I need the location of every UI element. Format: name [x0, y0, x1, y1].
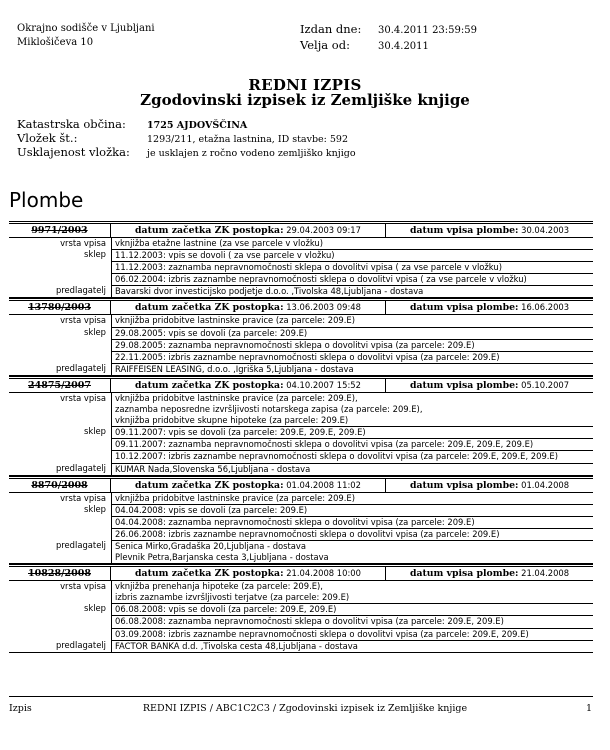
plomba-number: 8870/2008 — [31, 479, 88, 491]
row-label-predlagatelj: predlagatelj — [55, 462, 106, 473]
row-value-line: izbris zaznambe izvršljivosti terjatve (za parcele: 209.E) — [115, 592, 350, 603]
row-label-vrsta: vrsta vpisa — [60, 315, 106, 326]
footer-left: Izpis — [9, 703, 32, 714]
meta-key-usklajenost: Usklajenost vložka: — [17, 145, 130, 159]
meta-key-vlozek: Vložek št.: — [17, 131, 78, 145]
section-title: Plombe — [9, 188, 84, 212]
row-values-sklep — [111, 603, 593, 639]
row-value-line: 09.11.2007: vpis se dovoli (za parcele: 209.E, 209.E, 209.E) — [115, 427, 366, 438]
valid-label: Velja od: — [300, 38, 350, 52]
row-value-line: FACTOR BANKA d.d. ,Tivolska cesta 48,Ljubljana - dostava — [115, 640, 358, 651]
court-name: Okrajno sodišče v Ljubljani — [17, 23, 155, 34]
row-vrsta — [9, 493, 593, 504]
row-value-line: 11.12.2003: vpis se dovoli ( za vse parcele v vložku) — [115, 250, 335, 261]
row-label-sklep: sklep — [83, 326, 106, 337]
entry-date-label: datum vpisa plombe: — [409, 479, 519, 491]
row-values-sklep — [111, 327, 593, 363]
row-value-line: 04.04.2008: vpis se dovoli (za parcele: 209.E) — [115, 504, 308, 515]
start-date-label: datum začetka ZK postopka: — [135, 379, 284, 391]
start-date-label: datum začetka ZK postopka: — [135, 479, 284, 491]
plomba-header — [9, 478, 593, 493]
row-value-line: vknjižba etažne lastnine (za vse parcele v vložku) — [115, 238, 324, 248]
start-date-value: 01.04.2008 11:02 — [286, 479, 361, 490]
row-sklep — [9, 426, 593, 462]
row-value-line: 10.12.2007: izbris zaznambe nepravnomočnosti sklepa o dovolitvi vpisa (za parcele: 209.E, 209.E, 209.E) — [112, 450, 593, 462]
row-value-line: zaznamba neposredne izvršljivosti notarskega zapisa (za parcele: 209.E), — [115, 404, 423, 415]
row-values-vrsta — [111, 238, 593, 249]
row-value-line: Senica Mirko,Gradaška 20,Ljubljana - dostava — [115, 540, 307, 551]
row-label-sklep: sklep — [83, 603, 106, 614]
row-value-line: 04.04.2008: zaznamba nepravnomočnosti sklepa o dovolitvi vpisa (za parcele: 209.E) — [112, 516, 593, 528]
plomba-block — [9, 223, 593, 297]
row-values-sklep — [111, 504, 593, 540]
row-values-sklep — [111, 249, 593, 285]
document-subtitle: Zgodovinski izpisek iz Zemljiške knjige — [140, 91, 470, 109]
row-predlagatelj — [9, 363, 593, 375]
row-value-line: vknjižba pridobitve skupne hipoteke (za parcele: 209.E) — [115, 415, 349, 426]
entry-date-label: datum vpisa plombe: — [409, 568, 519, 580]
entry-date-cell — [386, 301, 593, 314]
row-values-predlagatelj — [111, 285, 593, 297]
row-values-sklep — [111, 426, 593, 462]
entry-date-value: 05.10.2007 — [521, 379, 570, 390]
start-date-cell — [110, 301, 386, 314]
row-value-line: vknjižba pridobitve lastninske pravice (za parcele: 209.E), — [115, 392, 358, 403]
row-label-predlagatelj: predlagatelj — [55, 362, 106, 373]
row-label-vrsta: vrsta vpisa — [60, 492, 106, 503]
row-label-vrsta: vrsta vpisa — [60, 392, 106, 403]
court-address: Miklošičeva 10 — [17, 37, 94, 48]
row-predlagatelj — [9, 463, 593, 475]
row-value-line: 06.02.2004: izbris zaznambe nepravnomočnosti sklepa o dovolitvi vpisa ( za vse parcele v vložku) — [112, 273, 593, 285]
plomba-block — [9, 475, 593, 564]
entry-date-value: 30.04.2003 — [521, 225, 570, 235]
meta-value-ko: 1725 AJDOVŠČINA — [147, 120, 248, 131]
start-date-cell — [110, 567, 386, 580]
footer-center: REDNI IZPIS / ABC1C2C3 / Zgodovinski izpisek iz Zemljiške knjige — [142, 703, 468, 714]
meta-value-usklajenost: je usklajen z ročno vodeno zemljiško knjigo — [147, 148, 356, 159]
court-header — [17, 22, 155, 50]
plomba-header — [9, 566, 593, 581]
row-sklep — [9, 603, 593, 639]
plomba-header — [9, 378, 593, 393]
start-date-label: datum začetka ZK postopka: — [135, 225, 284, 236]
row-value-line: 06.08.2008: vpis se dovoli (za parcele: 209.E, 209.E) — [115, 604, 337, 615]
plomba-number: 10828/2008 — [28, 568, 91, 580]
row-sklep — [9, 327, 593, 363]
row-vrsta — [9, 581, 593, 603]
row-values-vrsta — [111, 493, 593, 504]
start-date-cell — [110, 479, 386, 492]
entry-date-cell — [386, 224, 593, 237]
issued-label: Izdan dne: — [300, 22, 362, 36]
row-sklep — [9, 504, 593, 540]
plomba-number: 9971/2003 — [31, 225, 88, 236]
row-value-line: 09.11.2007: zaznamba nepravnomočnosti sklepa o dovolitvi vpisa (za parcele: 209.E, 209.E, 209.E) — [112, 438, 593, 450]
entry-date-value: 01.04.2008 — [521, 479, 570, 490]
entry-date-value: 16.06.2003 — [521, 302, 570, 313]
row-values-predlagatelj — [111, 540, 593, 563]
row-label-sklep: sklep — [83, 503, 106, 514]
row-values-predlagatelj — [111, 363, 593, 375]
start-date-label: datum začetka ZK postopka: — [135, 302, 284, 314]
row-values-predlagatelj — [111, 640, 593, 652]
entry-date-cell — [386, 479, 593, 492]
row-predlagatelj — [9, 540, 593, 563]
row-label-sklep: sklep — [83, 426, 106, 437]
row-value-line: 29.08.2005: zaznamba nepravnomočnosti sklepa o dovolitvi vpisa (za parcele: 209.E) — [112, 339, 593, 351]
row-sklep — [9, 249, 593, 285]
start-date-cell — [110, 379, 386, 392]
row-vrsta — [9, 238, 593, 249]
plomba-header — [9, 223, 593, 238]
plombe-table — [9, 221, 593, 653]
row-values-vrsta — [111, 393, 593, 426]
plomba-block — [9, 375, 593, 475]
meta-key-ko: Katastrska občina: — [17, 117, 126, 131]
entry-date-value: 21.04.2008 — [521, 568, 570, 579]
start-date-value: 29.04.2003 09:17 — [286, 225, 361, 235]
start-date-value: 13.06.2003 09:48 — [286, 302, 361, 313]
row-label-predlagatelj: predlagatelj — [55, 285, 106, 296]
footer-divider — [9, 696, 593, 697]
plomba-number: 13780/2003 — [28, 302, 91, 314]
row-values-vrsta — [111, 315, 593, 326]
row-values-vrsta — [111, 581, 593, 603]
plomba-number: 24875/2007 — [28, 379, 91, 391]
row-label-predlagatelj: predlagatelj — [55, 539, 106, 550]
row-values-predlagatelj — [111, 463, 593, 475]
plomba-block — [9, 563, 593, 652]
row-value-line: RAIFFEISEN LEASING, d.o.o. ,Igriška 5,Ljubljana - dostava — [115, 363, 354, 374]
entry-date-label: datum vpisa plombe: — [409, 302, 519, 314]
row-value-line: Plevnik Petra,Barjanska cesta 3,Ljubljana - dostava — [115, 552, 329, 563]
meta-value-vlozek: 1293/211, etažna lastnina, ID stavbe: 592 — [147, 134, 349, 145]
row-value-line: Bavarski dvor investicijsko podjetje d.o.o. ,Tivolska 48,Ljubljana - dostava — [115, 286, 424, 297]
property-meta — [17, 118, 356, 160]
row-value-line: vknjižba pridobitve lastninske pravice (za parcele: 209.E) — [115, 315, 355, 326]
row-value-line: 11.12.2003: zaznamba nepravnomočnosti sklepa o dovolitvi vpisa ( za vse parcele v vložku) — [112, 261, 593, 273]
row-predlagatelj — [9, 285, 593, 297]
row-label-vrsta: vrsta vpisa — [60, 238, 106, 248]
start-date-value: 21.04.2008 10:00 — [286, 568, 361, 579]
entry-date-label: datum vpisa plombe: — [409, 225, 519, 236]
plomba-header — [9, 300, 593, 315]
issue-info — [300, 22, 477, 54]
plomba-block — [9, 297, 593, 374]
row-value-line: vknjižba pridobitve lastninske pravice (za parcele: 209.E) — [115, 492, 355, 503]
document-title: REDNI IZPIS — [248, 76, 362, 94]
row-value-line: 29.08.2005: vpis se dovoli (za parcele: 209.E) — [115, 327, 308, 338]
row-value-line: KUMAR Nada,Slovenska 56,Ljubljana - dostava — [115, 463, 311, 474]
row-value-line: 03.09.2008: izbris zaznambe nepravnomočnosti sklepa o dovolitvi vpisa (za parcele: 209.E, 209.E) — [112, 628, 593, 640]
row-label-predlagatelj: predlagatelj — [55, 639, 106, 650]
row-value-line: 26.06.2008: izbris zaznambe nepravnomočnosti sklepa o dovolitvi vpisa (za parcele: 209.E) — [112, 528, 593, 540]
row-predlagatelj — [9, 640, 593, 652]
row-value-line: 06.08.2008: zaznamba nepravnomočnosti sklepa o dovolitvi vpisa (za parcele: 209.E, 209.E) — [112, 615, 593, 627]
row-vrsta — [9, 315, 593, 326]
start-date-label: datum začetka ZK postopka: — [135, 568, 284, 580]
valid-value: 30.4.2011 — [378, 41, 429, 52]
row-label-vrsta: vrsta vpisa — [60, 581, 106, 592]
row-label-sklep: sklep — [83, 249, 106, 260]
footer-page-number: 1 — [586, 703, 593, 714]
start-date-cell — [110, 224, 386, 237]
entry-date-label: datum vpisa plombe: — [409, 379, 519, 391]
row-value-line: 22.11.2005: izbris zaznambe nepravnomočnosti sklepa o dovolitvi vpisa (za parcele: 209.E) — [112, 351, 593, 363]
start-date-value: 04.10.2007 15:52 — [286, 379, 361, 390]
entry-date-cell — [386, 379, 593, 392]
row-value-line: vknjižba prenehanja hipoteke (za parcele: 209.E), — [115, 581, 323, 592]
row-vrsta — [9, 393, 593, 426]
issued-value: 30.4.2011 23:59:59 — [378, 25, 477, 36]
entry-date-cell — [386, 567, 593, 580]
